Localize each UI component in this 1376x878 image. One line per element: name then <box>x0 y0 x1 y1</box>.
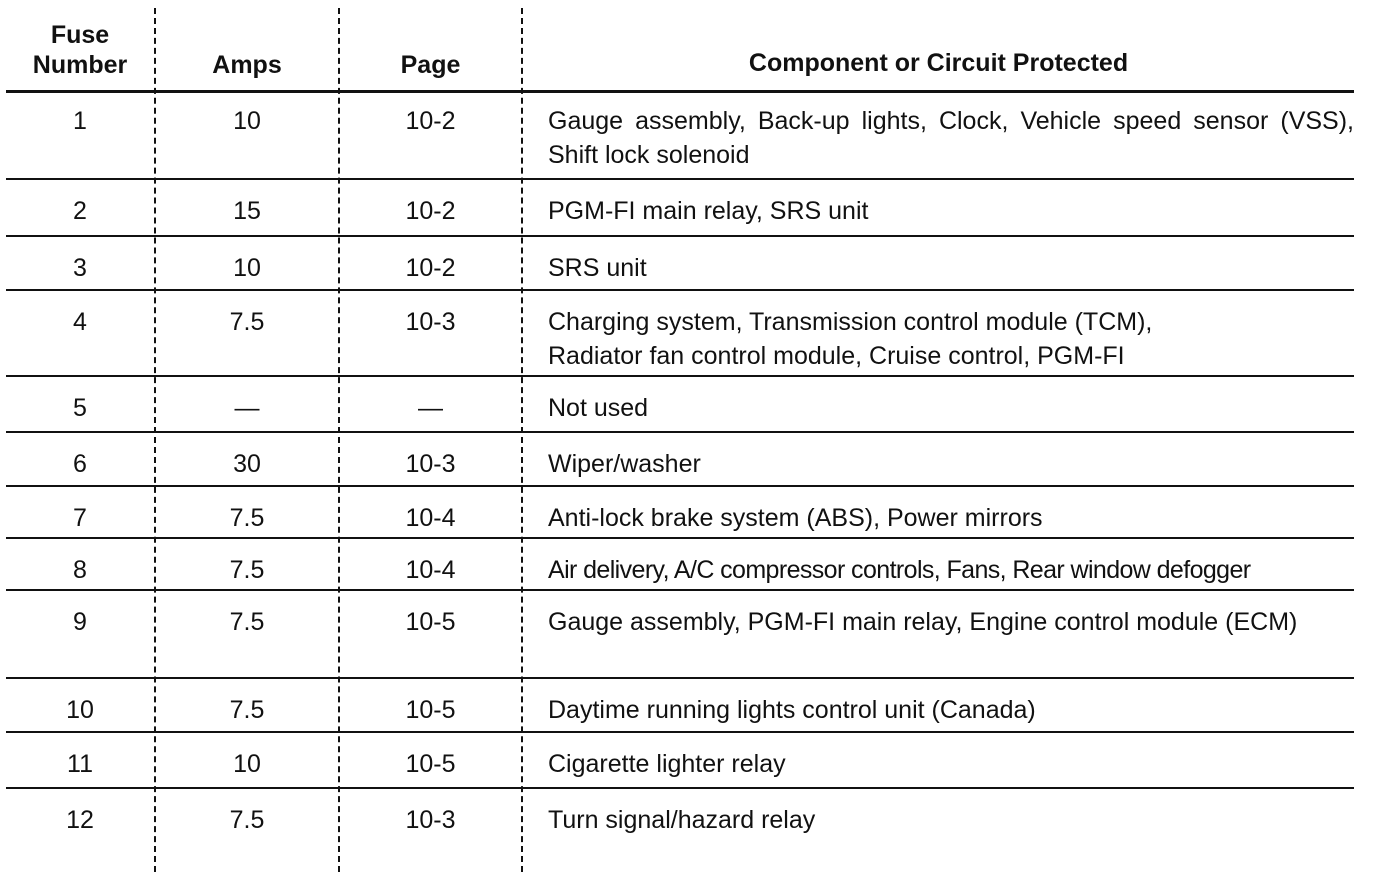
table-row <box>6 433 1354 487</box>
page-cell: 10-2 <box>405 197 456 225</box>
page-cell: 10-3 <box>405 806 456 834</box>
amps-cell: 15 <box>233 197 261 225</box>
amps-cell: 30 <box>233 450 261 478</box>
table-row <box>6 180 1354 237</box>
component-cell: Anti-lock brake system (ABS), Power mirrors <box>548 504 1043 532</box>
amps-cell: 7.5 <box>229 696 265 724</box>
table-row <box>6 733 1354 789</box>
component-cell: Turn signal/hazard relay <box>548 806 816 834</box>
page-cell: 10-4 <box>405 504 456 532</box>
fuse-number-cell: 11 <box>67 750 93 778</box>
header-amps: Amps <box>212 51 282 79</box>
table-row <box>6 377 1354 433</box>
component-cell: Gauge assembly, Back-up lights, Clock, Vehicle speed sensor (VSS), Shift lock solenoid <box>548 107 1354 169</box>
fuse-number-cell: 6 <box>73 450 87 478</box>
table-row <box>6 539 1354 591</box>
component-cell: Daytime running lights control unit (Canada) <box>548 696 1036 724</box>
fuse-number-cell: 7 <box>73 504 87 532</box>
amps-cell: 7.5 <box>229 806 265 834</box>
table-row <box>6 591 1354 679</box>
fuse-number-cell: 2 <box>73 197 87 225</box>
table-row <box>6 487 1354 539</box>
page-cell: 10-2 <box>405 107 456 135</box>
component-cell: SRS unit <box>548 254 647 282</box>
header-component: Component or Circuit Protected <box>748 49 1129 77</box>
amps-cell: 10 <box>233 750 261 778</box>
fuse-number-cell: 5 <box>73 394 87 422</box>
component-cell: Air delivery, A/C compressor controls, Fans, Rear window defogger <box>548 556 1251 584</box>
page-cell: — <box>418 394 443 422</box>
page-cell: 10-5 <box>405 608 456 636</box>
table-row <box>6 679 1354 733</box>
table-row <box>6 90 1354 180</box>
amps-cell: 7.5 <box>229 504 265 532</box>
fuse-number-cell: 9 <box>73 608 87 636</box>
table-row <box>6 291 1354 377</box>
component-cell: Charging system, Transmission control module (TCM), Radiator fan control module, Cruise control, PGM-FI <box>548 308 1153 370</box>
amps-cell: 10 <box>233 107 261 135</box>
page-cell: 10-4 <box>405 556 456 584</box>
fuse-number-cell: 8 <box>73 556 87 584</box>
fuse-number-cell: 3 <box>73 254 87 282</box>
amps-cell: 7.5 <box>229 308 265 336</box>
page-cell: 10-2 <box>405 254 456 282</box>
amps-cell: — <box>234 394 260 422</box>
component-cell: Gauge assembly, PGM-FI main relay, Engine control module (ECM) <box>548 608 1298 636</box>
amps-cell: 7.5 <box>229 608 265 636</box>
fuse-table <box>6 0 1354 878</box>
component-cell: Wiper/washer <box>548 450 701 478</box>
page-cell: 10-5 <box>405 696 456 724</box>
component-cell: PGM-FI main relay, SRS unit <box>548 197 869 225</box>
header-fuse-number: Fuse Number <box>32 21 128 79</box>
fuse-number-cell: 1 <box>73 107 87 135</box>
fuse-number-cell: 10 <box>66 696 94 724</box>
amps-cell: 7.5 <box>229 556 265 584</box>
table-row <box>6 789 1354 869</box>
page-cell: 10-3 <box>405 308 456 336</box>
fuse-number-cell: 4 <box>73 308 87 336</box>
header-page: Page <box>400 51 461 79</box>
amps-cell: 10 <box>233 254 261 282</box>
page-cell: 10-3 <box>405 450 456 478</box>
page-cell: 10-5 <box>405 750 456 778</box>
table-row <box>6 237 1354 291</box>
fuse-number-cell: 12 <box>66 806 94 834</box>
component-cell: Not used <box>548 394 649 422</box>
component-cell: Cigarette lighter relay <box>548 750 786 778</box>
table-header <box>6 0 1354 93</box>
